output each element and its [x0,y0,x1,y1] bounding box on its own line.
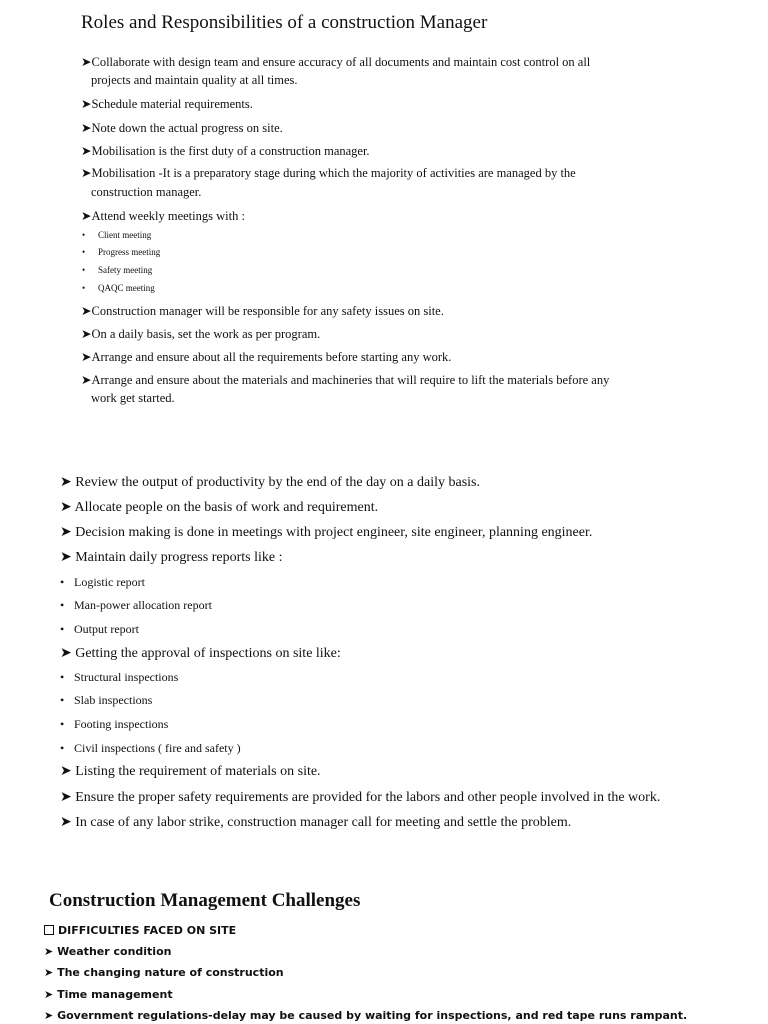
arrow-bullet-icon: ➤ [81,373,92,387]
bullet-icon: • [82,265,86,275]
list-item: ➤ Ensure the proper safety requirements are provided for the labors and other people involved in the work. [60,790,661,805]
arrow-bullet-icon: ➤ [60,525,72,540]
list-item: ➤ Decision making is done in meetings with project engineer, site engineer, planning engineer. [60,525,593,540]
arrow-bullet-icon: ➤ [60,500,72,515]
list-item: ➤ Maintain daily progress reports like : [60,550,283,565]
sub-list-item: • Footing inspections [60,717,169,731]
arrow-bullet-icon: ➤ [60,475,72,490]
sub-list-item: • Structural inspections [60,670,179,684]
list-item: ➤On a daily basis, set the work as per program. [81,327,321,341]
list-item: ➤Schedule material requirements. [81,97,253,111]
list-item-continuation: construction manager. [91,185,202,199]
list-item: ➤Note down the actual progress on site. [81,121,283,135]
checkbox-square-icon [44,925,54,935]
arrow-bullet-icon: ➤ [60,790,72,805]
list-item: ➤ Allocate people on the basis of work and requirement. [60,500,379,515]
list-item: ➤ Review the output of productivity by the end of the day on a daily basis. [60,475,480,490]
bullet-icon: • [60,575,65,589]
arrow-bullet-icon: ➤ [81,121,92,135]
list-item: ➤ Weather condition [44,945,172,958]
sub-list-item: • Logistic report [60,575,145,589]
sub-list-item: • Man-power allocation report [60,598,212,612]
list-item: ➤ Government regulations-delay may be caused by waiting for inspections, and red tape runs rampant. [44,1009,688,1022]
list-item: ➤Mobilisation -It is a preparatory stage during which the majority of activities are managed by the [81,166,576,180]
list-item-continuation: projects and maintain quality at all times. [91,73,298,87]
arrow-bullet-icon: ➤ [81,304,92,318]
arrow-bullet-icon: ➤ [44,988,54,1001]
list-item: ➤Collaborate with design team and ensure accuracy of all documents and maintain cost control on all [81,55,591,69]
arrow-bullet-icon: ➤ [81,166,92,180]
arrow-bullet-icon: ➤ [60,646,72,661]
arrow-bullet-icon: ➤ [44,945,54,958]
section-title-roles: Roles and Responsibilities of a construction Manager [81,12,488,33]
arrow-bullet-icon: ➤ [81,209,92,223]
arrow-bullet-icon: ➤ [81,144,92,158]
bullet-icon: • [82,283,86,293]
arrow-bullet-icon: ➤ [81,97,92,111]
arrow-bullet-icon: ➤ [44,1009,54,1022]
bullet-icon: • [82,247,86,257]
arrow-bullet-icon: ➤ [60,764,72,779]
list-item: ➤Arrange and ensure about the materials and machineries that will require to lift the materials before any [81,373,610,387]
arrow-bullet-icon: ➤ [81,55,92,69]
arrow-bullet-icon: ➤ [44,966,54,979]
bullet-icon: • [60,741,65,755]
list-item: ➤ The changing nature of construction [44,966,284,979]
list-item: ➤ In case of any labor strike, construction manager call for meeting and settle the problem. [60,815,572,830]
list-item: ➤ Listing the requirement of materials on site. [60,764,321,779]
list-item: ➤Arrange and ensure about all the requirements before starting any work. [81,350,452,364]
sub-list-item: • Safety meeting [82,265,153,275]
sub-list-item: • Civil inspections ( fire and safety ) [60,741,241,755]
list-item: ➤Attend weekly meetings with : [81,209,245,223]
bullet-icon: • [60,670,65,684]
sub-list-item: • Progress meeting [82,247,161,257]
sub-list-item: • QAQC meeting [82,283,155,293]
arrow-bullet-icon: ➤ [81,350,92,364]
bullet-icon: • [60,598,65,612]
list-item: ➤Construction manager will be responsible for any safety issues on site. [81,304,444,318]
sub-list-item: • Slab inspections [60,693,153,707]
section-title-challenges: Construction Management Challenges [49,890,361,911]
arrow-bullet-icon: ➤ [60,550,72,565]
difficulties-heading: DIFFICULTIES FACED ON SITE [44,924,236,937]
arrow-bullet-icon: ➤ [81,327,92,341]
bullet-icon: • [60,693,65,707]
list-item: ➤ Time management [44,988,173,1001]
sub-list-item: • Client meeting [82,230,152,240]
bullet-icon: • [60,622,65,636]
list-item: ➤Mobilisation is the first duty of a construction manager. [81,144,370,158]
arrow-bullet-icon: ➤ [60,815,72,830]
sub-list-item: • Output report [60,622,139,636]
bullet-icon: • [82,230,86,240]
list-item: ➤ Getting the approval of inspections on site like: [60,646,341,661]
bullet-icon: • [60,717,65,731]
list-item-continuation: work get started. [91,391,175,405]
